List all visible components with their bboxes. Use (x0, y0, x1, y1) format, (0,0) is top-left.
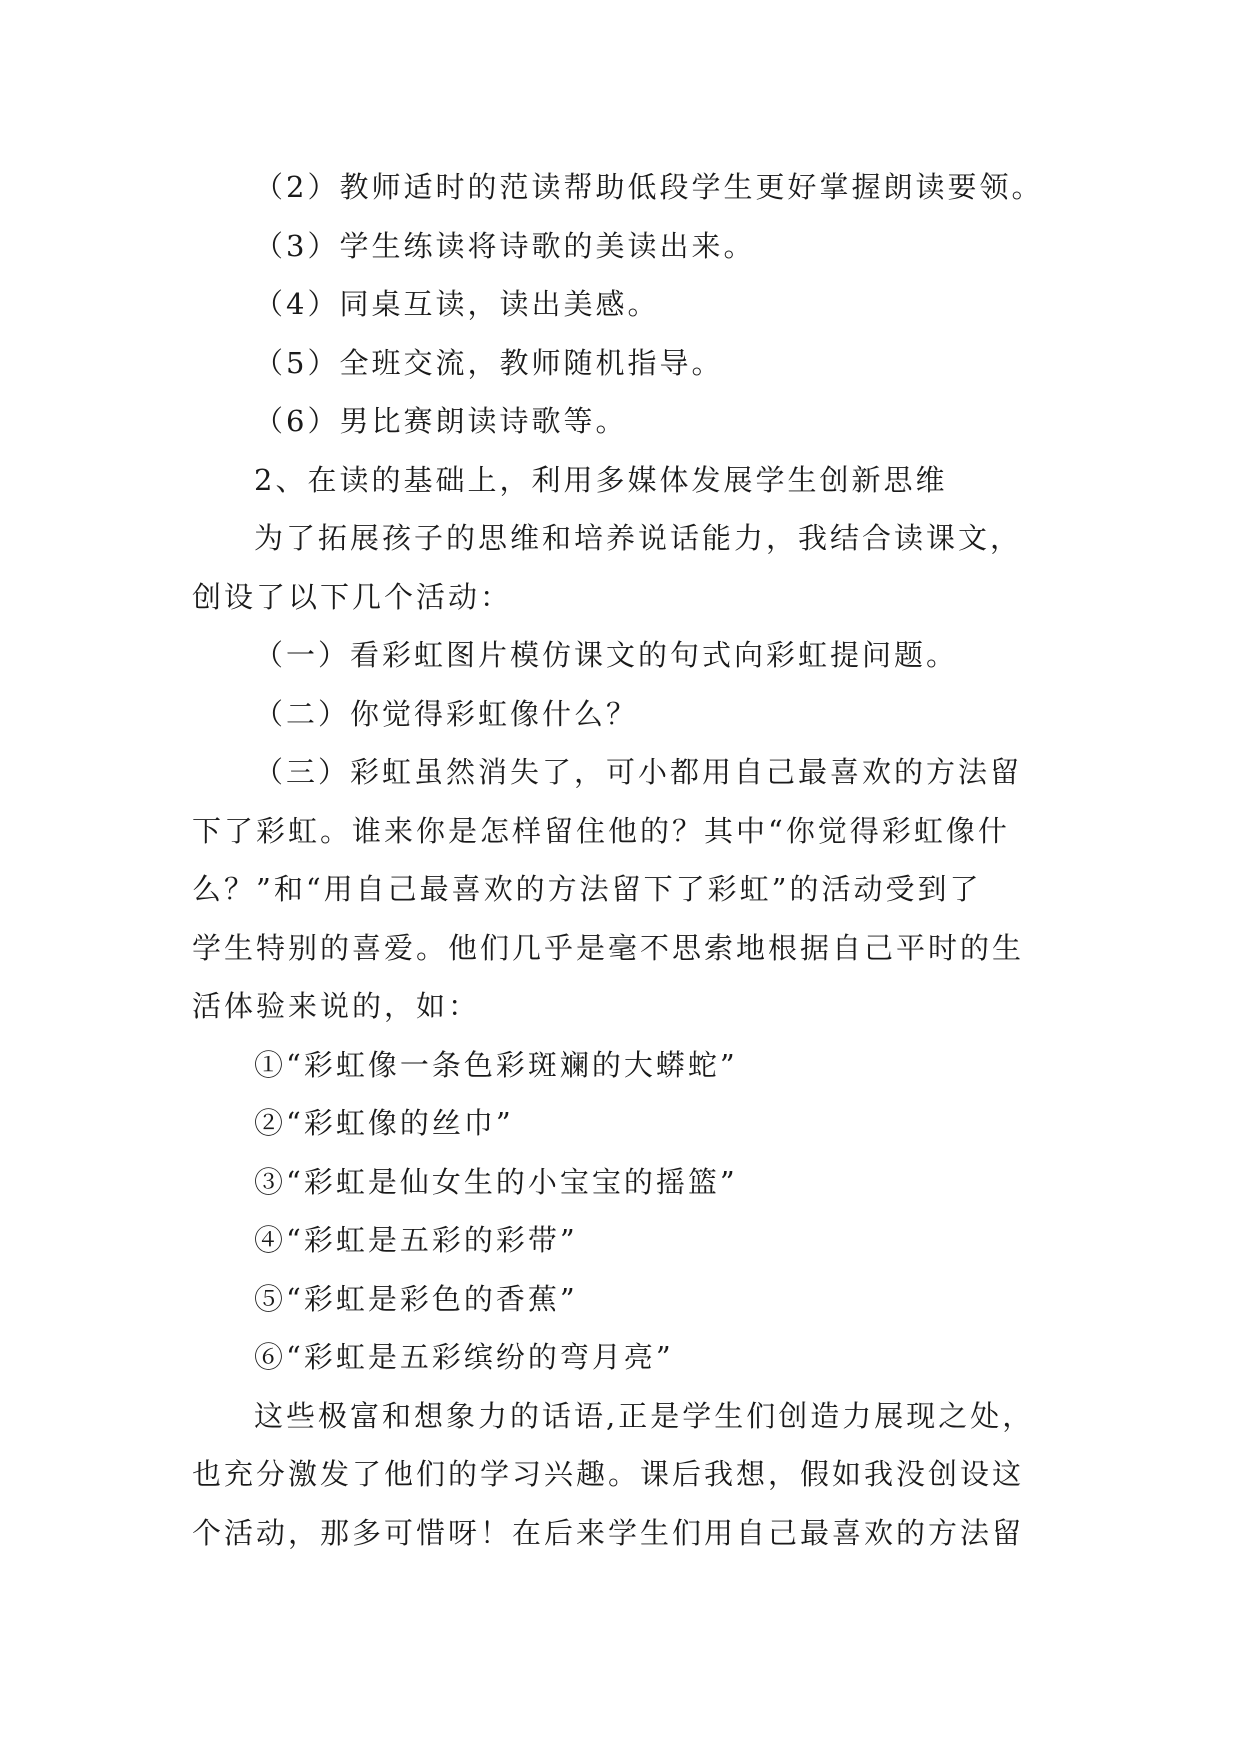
paragraph-line: 这些极富和想象力的话语,正是学生们创造力展现之处， (254, 1398, 1035, 1433)
section-heading: 2、在读的基础上，利用多媒体发展学生创新思维 (254, 462, 948, 497)
list-item: ⑥“彩虹是五彩缤纷的弯月亮” (254, 1340, 674, 1374)
paragraph-line: （6）男比赛朗读诗歌等。 (254, 404, 628, 438)
paragraph-line: （4）同桌互读，读出美感。 (254, 287, 660, 321)
paragraph-line: 也充分激发了他们的学习兴趣。课后我想，假如我没创设这 (192, 1457, 1025, 1491)
list-item: ②“彩虹像的丝巾” (254, 1106, 514, 1140)
paragraph-line: 么？”和“用自己最喜欢的方法留下了彩虹”的活动受到了 (192, 872, 982, 906)
list-item: ④“彩虹是五彩的彩带” (254, 1223, 578, 1257)
document-body (192, 158, 1072, 1562)
paragraph-line: （一）看彩虹图片模仿课文的句式向彩虹提问题。 (254, 638, 959, 672)
paragraph-line: 为了拓展孩子的思维和培养说话能力，我结合读课文， (254, 521, 1023, 555)
list-item: ⑤“彩虹是彩色的香蕉” (254, 1281, 578, 1316)
paragraph-line: （5）全班交流，教师随机指导。 (254, 345, 724, 380)
paragraph-line: （二）你觉得彩虹像什么？ (254, 696, 639, 731)
list-item: ①“彩虹像一条色彩斑斓的大蟒蛇” (254, 1047, 738, 1082)
paragraph-line: （3）学生练读将诗歌的美读出来。 (254, 228, 756, 263)
paragraph-line: （三）彩虹虽然消失了，可小都用自己最喜欢的方法留 (254, 755, 1023, 789)
paragraph-line: 创设了以下几个活动： (192, 579, 513, 614)
paragraph-line: 学生特别的喜爱。他们几乎是毫不思索地根据自己平时的生 (192, 930, 1025, 965)
paragraph-line: 活体验来说的，如： (192, 989, 481, 1023)
list-item: ③“彩虹是仙女生的小宝宝的摇篮” (254, 1164, 738, 1199)
paragraph-line: 下了彩虹。谁来你是怎样留住他的？其中“你觉得彩虹像什 (192, 813, 1010, 848)
paragraph-line: 个活动，那多可惜呀！在后来学生们用自己最喜欢的方法留 (192, 1515, 1025, 1550)
paragraph-line: （2）教师适时的范读帮助低段学生更好掌握朗读要领。 (254, 170, 1044, 204)
